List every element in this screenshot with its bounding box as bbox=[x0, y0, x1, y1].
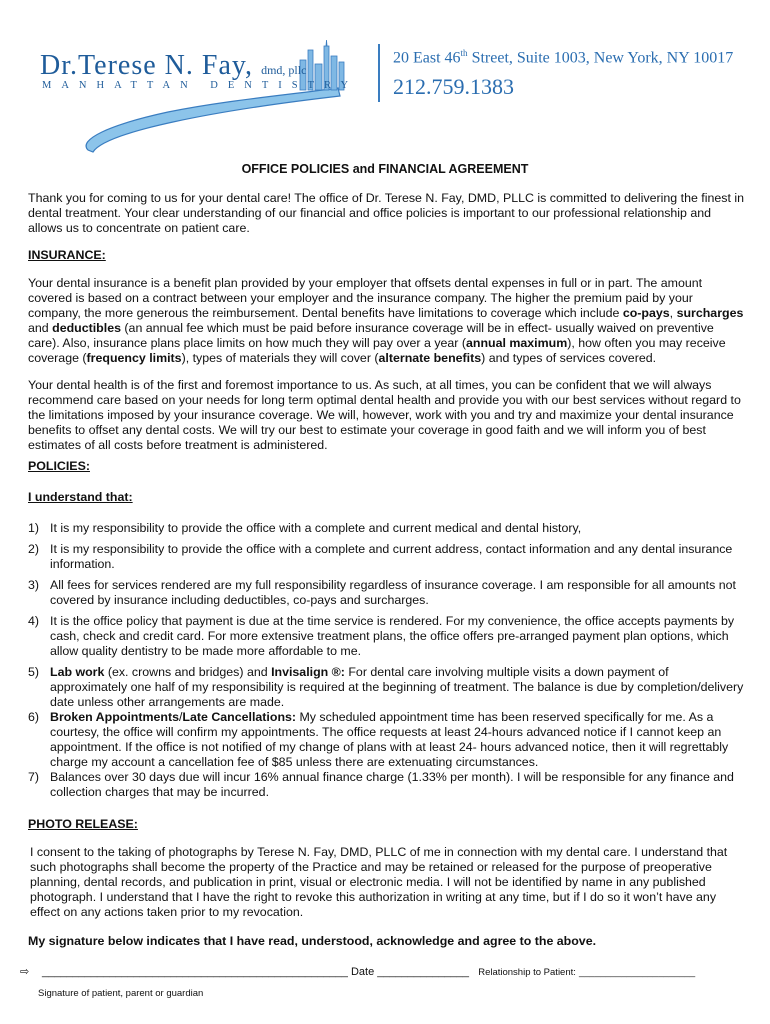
policy-text: It is the office policy that payment is due at the time service is rendered. For my convenience, the office accepts payments by cash, check and credit card. For more extensive treatment plans, the office offers pre-arranged payment plan options, which allow quality dentistry to be made more affordable to me. bbox=[50, 614, 735, 658]
practice-logo bbox=[38, 40, 368, 160]
policy-text: For dental care involving multiple visits a down payment of approximately one half of my responsibility is required at the beginning of treatment. The balance is due by completion/delivery date unless other arrangements are made. bbox=[50, 665, 744, 709]
document-title: OFFICE POLICIES and FINANCIAL AGREEMENT bbox=[241, 162, 529, 176]
insurance-paragraph-2: Your dental health is of the first and foremost importance to us. As such, at all times, you can be confident that we will always recommend care based on your needs for long term optimal dental health and provide you with our best services without regard to the limitations imposed by your insurance coverage. We will, however, work with you and try and maximize your dental insurance benefits to offset any dental costs. We will try our best to estimate your coverage in good faith and we will inform you of best estimates of all costs before treatment is administered. bbox=[28, 378, 741, 452]
policy-term: Invisalign ®: bbox=[271, 665, 345, 679]
policy-item bbox=[28, 770, 748, 800]
arrow-right-icon: ⇨ bbox=[20, 966, 30, 978]
text-run: ), types of materials they will cover ( bbox=[181, 351, 379, 365]
policy-text: / bbox=[178, 710, 183, 724]
policy-item bbox=[28, 614, 748, 659]
insurance-heading: INSURANCE: bbox=[28, 248, 106, 262]
term-frequency-limits: frequency limits bbox=[86, 351, 182, 365]
signature-field[interactable]: __________________________________________________ bbox=[42, 966, 348, 978]
practice-phone: 212.759.1383 bbox=[393, 74, 514, 99]
practice-name bbox=[40, 50, 306, 82]
policy-number: 2) bbox=[28, 542, 40, 556]
practice-subtitle: MANHATTAN DENTISTRY bbox=[42, 80, 359, 91]
date-field[interactable]: _______________ bbox=[377, 966, 470, 978]
policy-number: 7) bbox=[28, 770, 40, 784]
term-surcharges: surcharges bbox=[676, 306, 744, 320]
practice-name-main: Dr.Terese N. Fay, bbox=[40, 50, 254, 81]
intro-paragraph: Thank you for coming to us for your dental care! The office of Dr. Terese N. Fay, DMD, PLLC is committed to delivering the finest in dental treatment. Your clear understanding of our financial and office policies is important to our professional relationship and allows us to concentrate on patient care. bbox=[28, 191, 744, 235]
policy-number: 3) bbox=[28, 578, 40, 592]
policies-list bbox=[28, 521, 748, 806]
policy-text: Balances over 30 days due will incur 16% annual finance charge (1.33% per month). I will be responsible for any finance and collection charges that may be incurred. bbox=[50, 770, 734, 799]
policy-number: 4) bbox=[28, 614, 40, 628]
term-annual-maximum: annual maximum bbox=[466, 336, 568, 350]
policy-item bbox=[28, 542, 748, 572]
policy-text: All fees for services rendered are my full responsibility regardless of insurance coverage. I am responsible for all amounts not covered by insurance including deductibles, co-pays and surcharges. bbox=[50, 578, 736, 607]
policy-item bbox=[28, 665, 748, 710]
policy-text: (ex. crowns and bridges) and bbox=[104, 665, 272, 679]
policy-item bbox=[28, 710, 748, 770]
policy-text: It is my responsibility to provide the office with a complete and current medical and dental history, bbox=[50, 521, 582, 535]
relationship-field[interactable]: ______________________ bbox=[578, 967, 696, 978]
policy-number: 1) bbox=[28, 521, 40, 535]
practice-address bbox=[393, 48, 733, 67]
photo-release-heading: PHOTO RELEASE: bbox=[28, 817, 138, 831]
term-copays: co-pays bbox=[622, 306, 670, 320]
term-alternate-benefits: alternate benefits bbox=[378, 351, 482, 365]
policy-term: Late Cancellations: bbox=[182, 710, 297, 724]
policy-number: 5) bbox=[28, 665, 40, 679]
term-deductibles: deductibles bbox=[52, 321, 121, 335]
address-superscript: th bbox=[460, 48, 468, 58]
date-label: Date bbox=[350, 966, 375, 978]
policy-text: It is my responsibility to provide the office with a complete and current address, contact information and any dental insurance information. bbox=[50, 542, 733, 571]
policies-subheading: I understand that: bbox=[28, 490, 133, 504]
letterhead-divider bbox=[378, 44, 380, 102]
text-run: ), how often you may receive coverage ( bbox=[28, 336, 726, 365]
policy-term: Broken Appointments bbox=[50, 710, 179, 724]
relationship-label: Relationship to Patient: bbox=[478, 967, 576, 978]
practice-name-suffix: dmd, pllc bbox=[261, 63, 307, 77]
text-run: , bbox=[669, 306, 677, 320]
photo-release-paragraph: I consent to the taking of photographs by Terese N. Fay, DMD, PLLC of me in connection with my dental care. I understand that such photographs shall become the property of the Practice and may be retained or released for the purpose of preoperative planning, dental records, and publication in print, visual or electronic media. I will not be identified by name in any published photograph. I understand that I have the right to revoke this authorization in writing at any time, but if I do so it won’t have any effect on any actions taken prior to my revocation. bbox=[30, 845, 728, 919]
policies-heading: POLICIES: bbox=[28, 459, 90, 473]
policy-text: My scheduled appointment time has been reserved specifically for me. As a courtesy, the office will confirm my appointments. The office requests at least 24-hours advanced notice if I cannot keep an appointment. If the office is not notified of my change of plans with at least 24- hours advanced notice, then it will regrettably charge my account a cancellation fee of $85 unless there are extenuating circumstances. bbox=[50, 710, 729, 769]
signature-caption: Signature of patient, parent or guardian bbox=[38, 988, 204, 999]
text-run: and bbox=[28, 321, 53, 335]
text-run: Your dental insurance is a benefit plan provided by your employer that offsets dental expenses in full or in part. The amount covered is based on a contract between your employer and the insurance company. The higher the premium paid by your company, the more generous the reimbursement. Dental benefits have limitations to coverage which include bbox=[28, 276, 703, 320]
signature-row bbox=[20, 965, 695, 978]
address-part: Street, Suite 1003, New York, NY 10017 bbox=[467, 49, 734, 67]
insurance-paragraph-1 bbox=[28, 276, 746, 366]
policy-item bbox=[28, 521, 748, 536]
policy-term: Lab work bbox=[50, 665, 105, 679]
policy-item bbox=[28, 578, 748, 608]
address-part: 20 East 46 bbox=[393, 49, 461, 67]
text-run: ) and types of services covered. bbox=[481, 351, 657, 365]
signature-statement: My signature below indicates that I have read, understood, acknowledge and agree to the above. bbox=[28, 934, 597, 948]
text-run: (an annual fee which must be paid before insurance coverage will be in effect- usually waived on preventive care). Also, insurance plans place limits on how much they will pay over a year ( bbox=[28, 321, 714, 350]
policy-number: 6) bbox=[28, 710, 40, 724]
